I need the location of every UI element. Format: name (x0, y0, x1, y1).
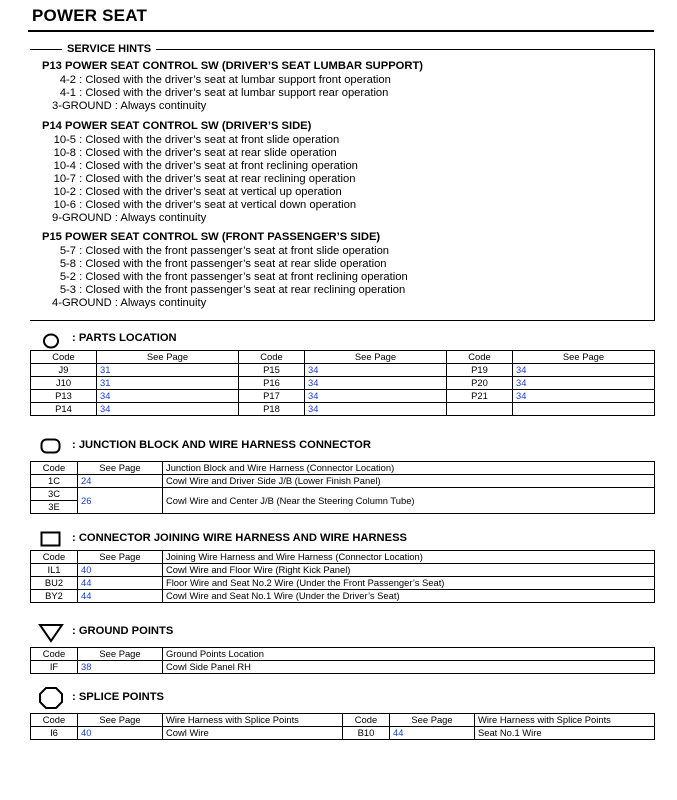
hint-heading-p14: P14 POWER SEAT CONTROL SW (DRIVER’S SIDE) (42, 120, 312, 132)
table-row (31, 364, 655, 377)
hint-pin: 5-3 (59, 284, 76, 296)
page-link[interactable]: 26 (78, 488, 163, 514)
hint-text: : Closed with the driver’s seat at rear slide operation (79, 147, 337, 159)
page-link[interactable]: 34 (305, 377, 447, 390)
table-header-row (31, 551, 655, 564)
hint-pin: 10-2 (53, 186, 76, 198)
col-header: Code (31, 714, 78, 727)
table-row (31, 564, 655, 577)
col-header: Code (31, 351, 97, 364)
hint-line (42, 147, 337, 160)
splice-points-heading: : SPLICE POINTS (72, 691, 164, 703)
code-cell: P17 (239, 390, 305, 403)
hint-pin: 5-8 (59, 258, 76, 270)
location-cell: Cowl Side Panel RH (163, 661, 655, 674)
hint-text: : Always continuity (114, 100, 207, 112)
title-rule (28, 30, 654, 32)
col-header: Code (447, 351, 513, 364)
page-link[interactable]: 44 (390, 727, 475, 740)
hint-line (42, 271, 408, 284)
hint-pin: 5-2 (59, 271, 76, 283)
code-cell: 1C (31, 475, 78, 488)
hint-pin: 10-6 (53, 199, 76, 211)
page-link[interactable]: 24 (78, 475, 163, 488)
hint-text: : Always continuity (114, 212, 207, 224)
table-row (31, 475, 655, 488)
hint-line (42, 134, 339, 147)
code-cell: P14 (31, 403, 97, 416)
table-row (31, 577, 655, 590)
col-header: Code (343, 714, 390, 727)
page-link[interactable]: 31 (97, 377, 239, 390)
col-header: See Page (97, 351, 239, 364)
hint-pin: 10-5 (53, 134, 76, 146)
hint-pin: 5-7 (59, 245, 76, 257)
hint-heading-p13: P13 POWER SEAT CONTROL SW (DRIVER’S SEAT LUMBAR SUPPORT) (42, 60, 424, 72)
page-link[interactable]: 31 (97, 364, 239, 377)
hint-pin: 3-GROUND (52, 100, 112, 112)
col-header: Code (239, 351, 305, 364)
hint-pin: 10-4 (53, 160, 76, 172)
service-hints-top-rule (156, 49, 654, 50)
hint-line (42, 258, 387, 271)
code-cell: P15 (239, 364, 305, 377)
col-header: Code (31, 551, 78, 564)
hint-line (52, 297, 206, 310)
hint-text: : Closed with the driver’s seat at lumbar support front operation (79, 74, 391, 86)
table-row (31, 403, 655, 416)
hint-text: : Always continuity (114, 297, 207, 309)
page-link[interactable]: 34 (513, 364, 655, 377)
harness-cell: Cowl Wire (163, 727, 343, 740)
location-cell: Cowl Wire and Driver Side J/B (Lower Finish Panel) (163, 475, 655, 488)
page-title: POWER SEAT (32, 6, 148, 25)
hint-text: : Closed with the front passenger’s seat at front reclining operation (79, 271, 408, 283)
triangle-symbol-icon (38, 623, 64, 643)
code-cell: J9 (31, 364, 97, 377)
circle-symbol-icon (42, 333, 60, 349)
hint-line (42, 199, 356, 212)
code-cell: J10 (31, 377, 97, 390)
location-cell: Cowl Wire and Floor Wire (Right Kick Panel) (163, 564, 655, 577)
harness-cell: Seat No.1 Wire (475, 727, 655, 740)
col-header: See Page (305, 351, 447, 364)
code-cell: P19 (447, 364, 513, 377)
splice-points-table (30, 713, 655, 740)
location-cell: Cowl Wire and Center J/B (Near the Steering Column Tube) (163, 488, 655, 514)
page-link[interactable]: 40 (78, 727, 163, 740)
col-header: See Page (78, 714, 163, 727)
hint-pin: 10-8 (53, 147, 76, 159)
page-link[interactable]: 34 (513, 377, 655, 390)
table-row (31, 377, 655, 390)
ground-points-table (30, 647, 655, 674)
table-header-row (31, 462, 655, 475)
col-header: See Page (78, 648, 163, 661)
col-header: Code (31, 648, 78, 661)
page-link[interactable]: 34 (97, 390, 239, 403)
parts-location-heading: : PARTS LOCATION (72, 332, 177, 344)
page-link[interactable]: 44 (78, 577, 163, 590)
service-hints-label: SERVICE HINTS (67, 43, 152, 55)
code-cell: P16 (239, 377, 305, 390)
col-header: Wire Harness with Splice Points (475, 714, 655, 727)
connector-joining-table (30, 550, 655, 603)
col-header: Code (31, 462, 78, 475)
code-cell (447, 403, 513, 416)
table-row (31, 661, 655, 674)
col-header: See Page (78, 551, 163, 564)
hint-line (42, 87, 388, 100)
code-cell: P13 (31, 390, 97, 403)
table-header-row (31, 351, 655, 364)
hint-text: : Closed with the driver’s seat at vertical up operation (79, 186, 342, 198)
table-row (31, 590, 655, 603)
hint-text: : Closed with the driver’s seat at vertical down operation (79, 199, 357, 211)
hint-heading-p15: P15 POWER SEAT CONTROL SW (FRONT PASSENGER’S SIDE) (42, 231, 381, 243)
code-cell: B10 (343, 727, 390, 740)
page-link[interactable]: 34 (97, 403, 239, 416)
page-link[interactable]: 34 (305, 403, 447, 416)
code-cell: BY2 (31, 590, 78, 603)
col-header: See Page (78, 462, 163, 475)
service-hints-top-rule (30, 49, 62, 50)
hint-line (42, 245, 389, 258)
ground-points-heading: : GROUND POINTS (72, 625, 174, 637)
col-header: See Page (513, 351, 655, 364)
hint-text: : Closed with the front passenger’s seat at rear reclining operation (79, 284, 406, 296)
hint-line (52, 212, 206, 225)
page-link[interactable]: 34 (305, 390, 447, 403)
table-row (31, 727, 655, 740)
hint-line (42, 284, 405, 297)
hint-line (42, 74, 391, 87)
code-cell: BU2 (31, 577, 78, 590)
junction-block-heading: : JUNCTION BLOCK AND WIRE HARNESS CONNECTOR (72, 439, 371, 451)
location-cell: Cowl Wire and Seat No.1 Wire (Under the Driver’s Seat) (163, 590, 655, 603)
hint-text: : Closed with the front passenger’s seat at front slide operation (79, 245, 390, 257)
hint-text: : Closed with the front passenger’s seat at rear slide operation (79, 258, 387, 270)
code-cell: 3C (31, 488, 78, 501)
hint-text: : Closed with the driver’s seat at front slide operation (79, 134, 340, 146)
location-cell: Floor Wire and Seat No.2 Wire (Under the Front Passenger’s Seat) (163, 577, 655, 590)
page-link[interactable]: 40 (78, 564, 163, 577)
hint-pin: 10-7 (53, 173, 76, 185)
code-cell: P18 (239, 403, 305, 416)
code-cell: IL1 (31, 564, 78, 577)
table-header-row (31, 648, 655, 661)
col-header: Joining Wire Harness and Wire Harness (Connector Location) (163, 551, 655, 564)
code-cell: P21 (447, 390, 513, 403)
table-row (31, 390, 655, 403)
hint-pin: 4-2 (59, 74, 76, 86)
hint-pin: 4-1 (59, 87, 76, 99)
hint-pin: 4-GROUND (52, 297, 112, 309)
octagon-symbol-icon (38, 686, 64, 710)
col-header: See Page (390, 714, 475, 727)
code-cell: IF (31, 661, 78, 674)
hint-pin: 9-GROUND (52, 212, 112, 224)
hint-text: : Closed with the driver’s seat at front reclining operation (79, 160, 358, 172)
hint-line (42, 160, 358, 173)
page-link[interactable]: 44 (78, 590, 163, 603)
page-link[interactable] (513, 403, 655, 416)
hint-text: : Closed with the driver’s seat at rear reclining operation (79, 173, 356, 185)
col-header: Ground Points Location (163, 648, 655, 661)
code-cell: 3E (31, 501, 78, 514)
table-header-row (31, 714, 655, 727)
rounded-rect-symbol-icon (40, 438, 62, 455)
code-cell: I6 (31, 727, 78, 740)
page-link[interactable]: 34 (305, 364, 447, 377)
square-symbol-icon (40, 531, 62, 548)
parts-location-table (30, 350, 655, 416)
code-cell: P20 (447, 377, 513, 390)
page-link[interactable]: 34 (513, 390, 655, 403)
page-link[interactable]: 38 (78, 661, 163, 674)
hint-line (42, 173, 355, 186)
table-row (31, 488, 655, 501)
col-header: Wire Harness with Splice Points (163, 714, 343, 727)
junction-block-table (30, 461, 655, 514)
hint-line (52, 100, 206, 113)
col-header: Junction Block and Wire Harness (Connector Location) (163, 462, 655, 475)
connector-joining-heading: : CONNECTOR JOINING WIRE HARNESS AND WIRE HARNESS (72, 532, 408, 544)
hint-line (42, 186, 342, 199)
hint-text: : Closed with the driver’s seat at lumbar support rear operation (79, 87, 389, 99)
